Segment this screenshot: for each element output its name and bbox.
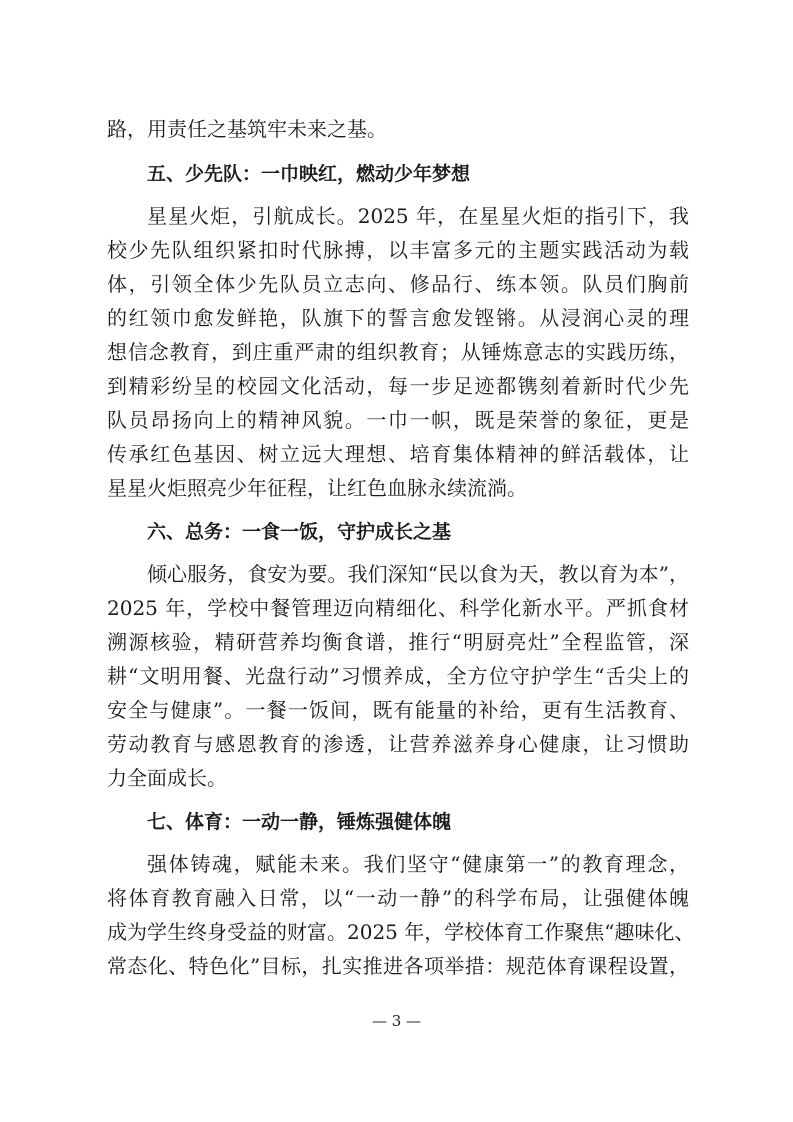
page-number: — 3 —: [371, 1012, 422, 1030]
paragraph-line: 队员昂扬向上的精神风貌。一巾一帜，既是荣誉的象征，更是: [107, 408, 689, 432]
section-heading-young-pioneers: 五、少先队：一巾映红，燃动少年梦想: [147, 163, 471, 185]
section-heading-physical-education: 七、体育：一动一静，锤炼强健体魄: [147, 811, 452, 833]
paragraph-line: 的红领巾愈发鲜艳，队旗下的誓言愈发铿锵。从浸润心灵的理: [107, 306, 689, 330]
section-heading-general-affairs: 六、总务：一食一饭，守护成长之基: [147, 521, 452, 543]
paragraph-line: 想信念教育，到庄重严肃的组织教育；从锤炼意志的实践历练，: [107, 340, 689, 364]
paragraph-line: 成为学生终身受益的财富。2025 年，学校体育工作聚焦“趣味化、: [107, 920, 695, 944]
paragraph-line: 到精彩纷呈的校园文化活动，每一步足迹都镌刻着新时代少先: [107, 374, 689, 398]
paragraph-line: 体，引领全体少先队员立志向、修品行、练本领。队员们胸前: [107, 272, 689, 296]
paragraph-line: 安全与健康”。一餐一饭间，既有能量的补给，更有生活教育、: [107, 698, 689, 722]
paragraph-line: 路，用责任之基筑牢未来之基。: [107, 117, 387, 141]
paragraph-line: 倾心服务，食安为要。我们深知“民以食为天，教以育为本”，: [147, 562, 689, 586]
paragraph-line: 耕“文明用餐、光盘行动”习惯养成，全方位守护学生“舌尖上的: [107, 664, 689, 688]
paragraph-line: 星星火炬照亮少年征程，让红色血脉永续流淌。: [107, 476, 527, 500]
paragraph-line: 力全面成长。: [107, 766, 227, 790]
paragraph-line: 强体铸魂，赋能未来。我们坚守“健康第一”的教育理念，: [147, 852, 689, 876]
paragraph-line: 传承红色基因、树立远大理想、培育集体精神的鲜活载体，让: [107, 442, 689, 466]
paragraph-line: 2025 年，学校中餐管理迈向精细化、科学化新水平。严抓食材: [107, 596, 689, 620]
paragraph-line: 将体育教育融入日常，以“一动一静”的科学布局，让强健体魄: [107, 886, 689, 910]
paragraph-line: 校少先队组织紧扣时代脉搏，以丰富多元的主题实践活动为载: [107, 238, 689, 262]
paragraph-line: 溯源核验，精研营养均衡食谱，推行“明厨亮灶”全程监管，深: [107, 630, 689, 654]
paragraph-line: 常态化、特色化”目标，扎实推进各项举措：规范体育课程设置，: [107, 954, 689, 978]
paragraph-line: 星星火炬，引航成长。2025 年，在星星火炬的指引下，我: [147, 204, 689, 228]
paragraph-line: 劳动教育与感恩教育的渗透，让营养滋养身心健康，让习惯助: [107, 732, 689, 756]
